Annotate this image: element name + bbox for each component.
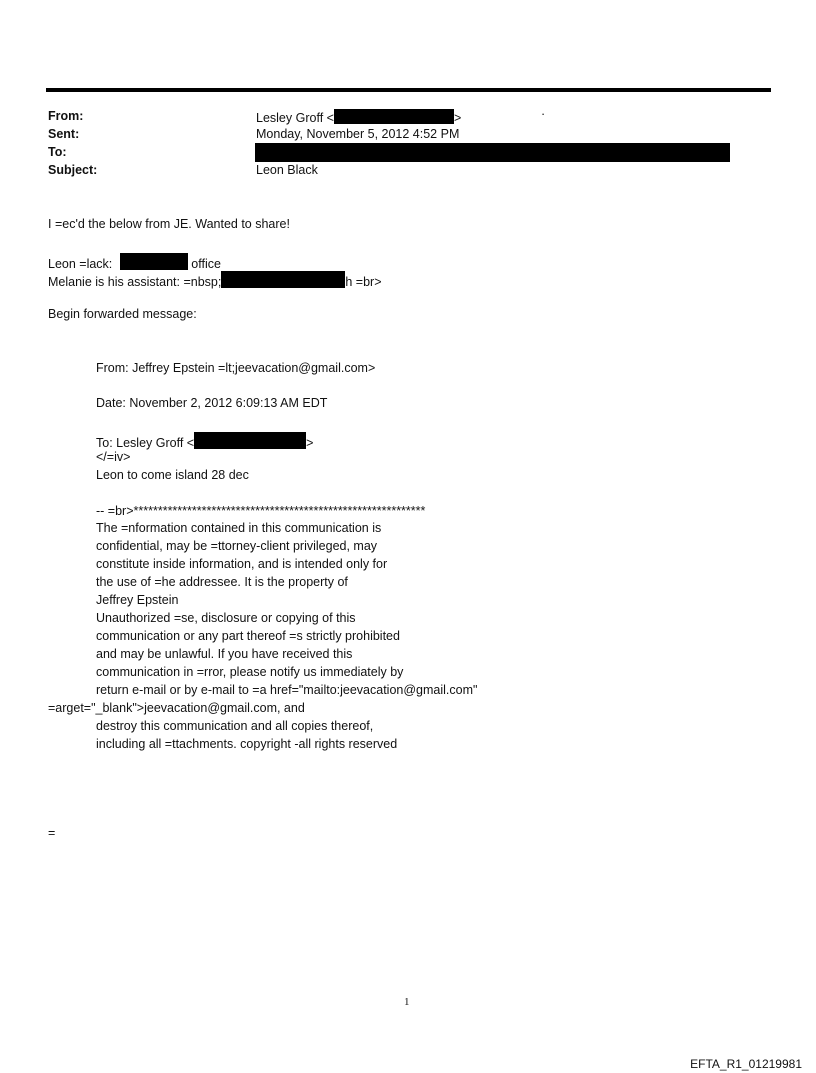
trailing-equals: = (48, 826, 56, 840)
disclaimer-line: communication or any part thereof =s strictly prohibited (96, 629, 400, 643)
redaction-to (255, 143, 730, 162)
header-rule (46, 88, 771, 92)
disclaimer-line: confidential, may be =ttorney-client privileged, may (96, 539, 378, 553)
sent-value: Monday, November 5, 2012 4:52 PM (256, 127, 460, 141)
from-name: Lesley Groff < (256, 111, 334, 125)
redaction-melanie (221, 271, 345, 288)
page-number: 1 (404, 996, 410, 1008)
disclaimer-line: communication in =rror, please notify us immediately by (96, 665, 404, 679)
fwd-to-prefix: To: Lesley Groff < (96, 436, 195, 450)
melanie-line (48, 271, 382, 289)
melanie-tail: h (345, 275, 353, 289)
fwd-to-suffix: > (306, 436, 314, 450)
redaction-fwd-to (194, 432, 306, 449)
subject-label: Subject: (48, 163, 98, 177)
fwd-from: From: Jeffrey Epstein =lt;jeevacation@gmail.com> (96, 361, 376, 375)
separator: -- =br>************************************************************ (96, 504, 426, 518)
intro-text: I =ec'd the below from JE. Wanted to share! (48, 217, 290, 231)
disclaimer-line: return e-mail or by e-mail to =a href="mailto:jeevacation@gmail.com" (96, 683, 478, 697)
subject-value: Leon Black (256, 163, 318, 177)
leon-line (48, 253, 221, 271)
disclaimer-line: Jeffrey Epstein (96, 593, 179, 607)
disclaimer-line: The =nformation contained in this communication is (96, 521, 382, 535)
redaction-from-email (334, 109, 454, 124)
from-close: > (453, 111, 462, 125)
fwd-date: Date: November 2, 2012 6:09:13 AM EDT (96, 396, 328, 410)
to-label: To: (48, 145, 67, 159)
disclaimer-line: the use of =he addressee. It is the property of (96, 575, 348, 589)
redaction-leon (120, 253, 188, 270)
sent-label: Sent: (48, 127, 80, 141)
disclaimer-line: including all =ttachments. copyright -all rights reserved (96, 737, 398, 751)
stray-dot: · (541, 107, 546, 121)
disclaimer-line: constitute inside information, and is intended only for (96, 557, 388, 571)
leon-suffix: office (191, 257, 221, 271)
from-label: From: (48, 109, 84, 123)
document-id: EFTA_R1_01219981 (690, 1057, 802, 1071)
disclaimer-line: and may be unlawful. If you have received this (96, 647, 353, 661)
disclaimer-wrap-line: =arget="_blank">jeevacation@gmail.com, and (48, 701, 305, 715)
div-close: </=iv> (96, 450, 131, 464)
fwd-message: Leon to come island 28 dec (96, 468, 249, 482)
leon-prefix: Leon =lack: (48, 257, 113, 271)
disclaimer-line: destroy this communication and all copies thereof, (96, 719, 374, 733)
begin-forwarded: Begin forwarded message: (48, 307, 197, 321)
disclaimer-line: Unauthorized =se, disclosure or copying of this (96, 611, 356, 625)
from-value (256, 109, 461, 125)
melanie-prefix: Melanie is his assistant: =nbsp; (48, 275, 222, 289)
melanie-suffix: =br> (352, 275, 382, 289)
fwd-to (96, 432, 313, 450)
